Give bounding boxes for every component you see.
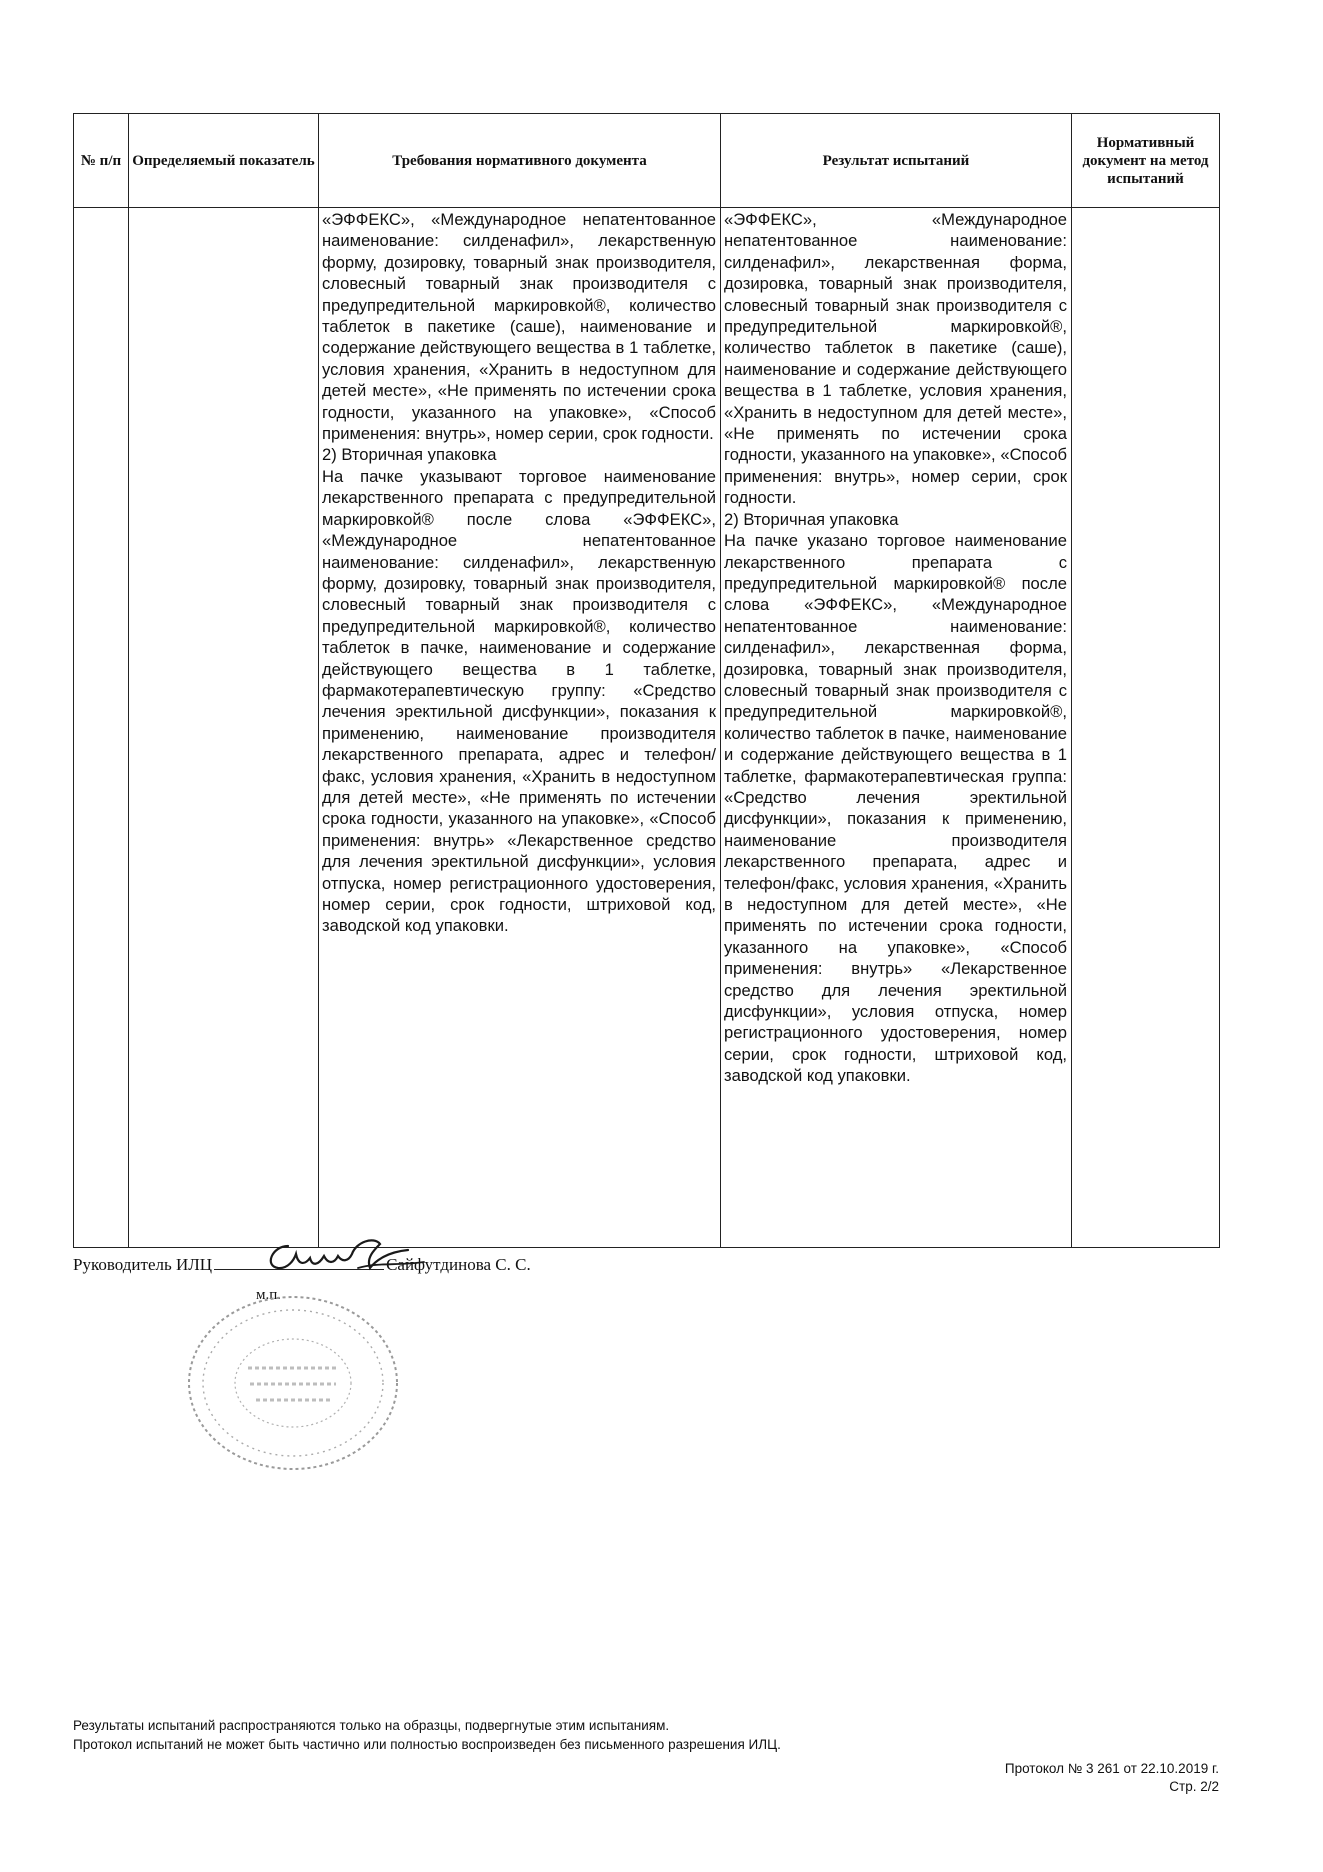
protocol-number: Протокол № 3 261 от 22.10.2019 г.: [1004, 1761, 1219, 1776]
signatory-role: Руководитель ИЛЦ: [73, 1255, 213, 1274]
cell-result: [721, 208, 1072, 1248]
result-paragraph: «ЭФФЕКС», «Международное непатентованное наименование: силденафил», лекарственная форма, дозировка, товарный знак производителя, словесный товарный знак производителя с предупредительной маркировкой®, количество таблеток в пакетике (саше), наименование и содержание действующего вещества в 1 таблетке, условия хранения, «Хранить в недоступном для детей месте», «Не применять по истечении срока годности, указанного на упаковке», «Способ применения: внутрь», номер серии, срок годности.: [724, 210, 1067, 508]
footer-note-copyright: Протокол испытаний не может быть частично или полностью воспроизведен без письменного разрешения ИЛЦ.: [73, 1737, 781, 1752]
handwritten-signature: [258, 1232, 438, 1277]
stamp-label: м.п.: [256, 1287, 282, 1303]
test-results-table: [73, 113, 1220, 1248]
requirements-subheading: 2) Вторичная упаковка: [322, 445, 497, 465]
header-indicator: Определяемый показатель: [129, 114, 319, 208]
header-number: № п/п: [74, 114, 129, 208]
cell-method: [1072, 208, 1220, 1248]
footer-note-scope: Результаты испытаний распространяются только на образцы, подвергнутые этим испытаниям.: [73, 1718, 670, 1733]
requirements-paragraph: На пачке указывают торговое наименование лекарственного препарата с предупредительной маркировкой® после слова «ЭФФЕКС», «Международное непатентованное наименование: силденафил», лекарственную форму, дозировку, товарный знак производителя, словесный товарный знак производителя с предупредительной маркировкой®, количество таблеток в пачке, наименование и содержание действующего вещества в 1 таблетке, фармакотерапевтическую группу: «Средство лечения эректильной дисфункции», показания к применению, наименование производителя лекарственного препарата, адрес и телефон/факс, условия хранения, «Хранить в недоступном для детей месте», «Не применять по истечении срока годности, указанного на упаковке», «Способ применения: внутрь» «Лекарственное средство для лечения эректильной дисфункции», условия отпуска, номер регистрационного удостоверения, номер серии, срок годности, штриховой код, заводской код упаковки.: [322, 466, 716, 936]
cell-indicator: [129, 208, 319, 1248]
table-header-row: [74, 114, 1220, 208]
header-result: Результат испытаний: [721, 114, 1072, 208]
signatory-name: Сайфутдинова С. С.: [386, 1255, 531, 1274]
cell-requirements: [319, 208, 721, 1248]
header-method: Нормативный документ на метод испытаний: [1072, 114, 1220, 208]
requirements-paragraph: «ЭФФЕКС», «Международное непатентованное наименование: силденафил», лекарственную форму, дозировку, товарный знак производителя, словесный товарный знак производителя с предупредительной маркировкой®, количество таблеток в пакетике (саше), наименование и содержание действующего вещества в 1 таблетке, условия хранения, «Хранить в недоступном для детей месте», «Не применять по истечении срока годности, указанного на упаковке», «Способ применения: внутрь», номер серии, срок годности.: [322, 210, 716, 444]
result-paragraph: На пачке указано торговое наименование лекарственного препарата с предупредительной маркировкой® после слова «ЭФФЕКС», «Международное непатентованное наименование: силденафил», лекарственная форма, дозировка, товарный знак производителя, словесный товарный знак производителя с предупредительной маркировкой®, количество таблеток в пачке, наименование и содержание действующего вещества в 1 таблетке, фармакотерапевтическая группа: «Средство лечения эректильной дисфункции», показания к применению, наименование производителя лекарственного препарата, адрес и телефон/факс, условия хранения, «Хранить в недоступном для детей месте», «Не применять по истечении срока годности, указанного на упаковке», «Способ применения: внутрь» «Лекарственное средство для лечения эректильной дисфункции», условия отпуска, номер регистрационного удостоверения, номер серии, срок годности, штриховой код, заводской код упаковки.: [724, 531, 1067, 1086]
result-subheading: 2) Вторичная упаковка: [724, 509, 899, 529]
header-requirements: Требования нормативного документа: [319, 114, 721, 208]
official-seal: [178, 1288, 408, 1478]
cell-number: [74, 208, 129, 1248]
table-row: [74, 208, 1220, 1248]
page-number: Стр. 2/2: [1169, 1779, 1219, 1794]
